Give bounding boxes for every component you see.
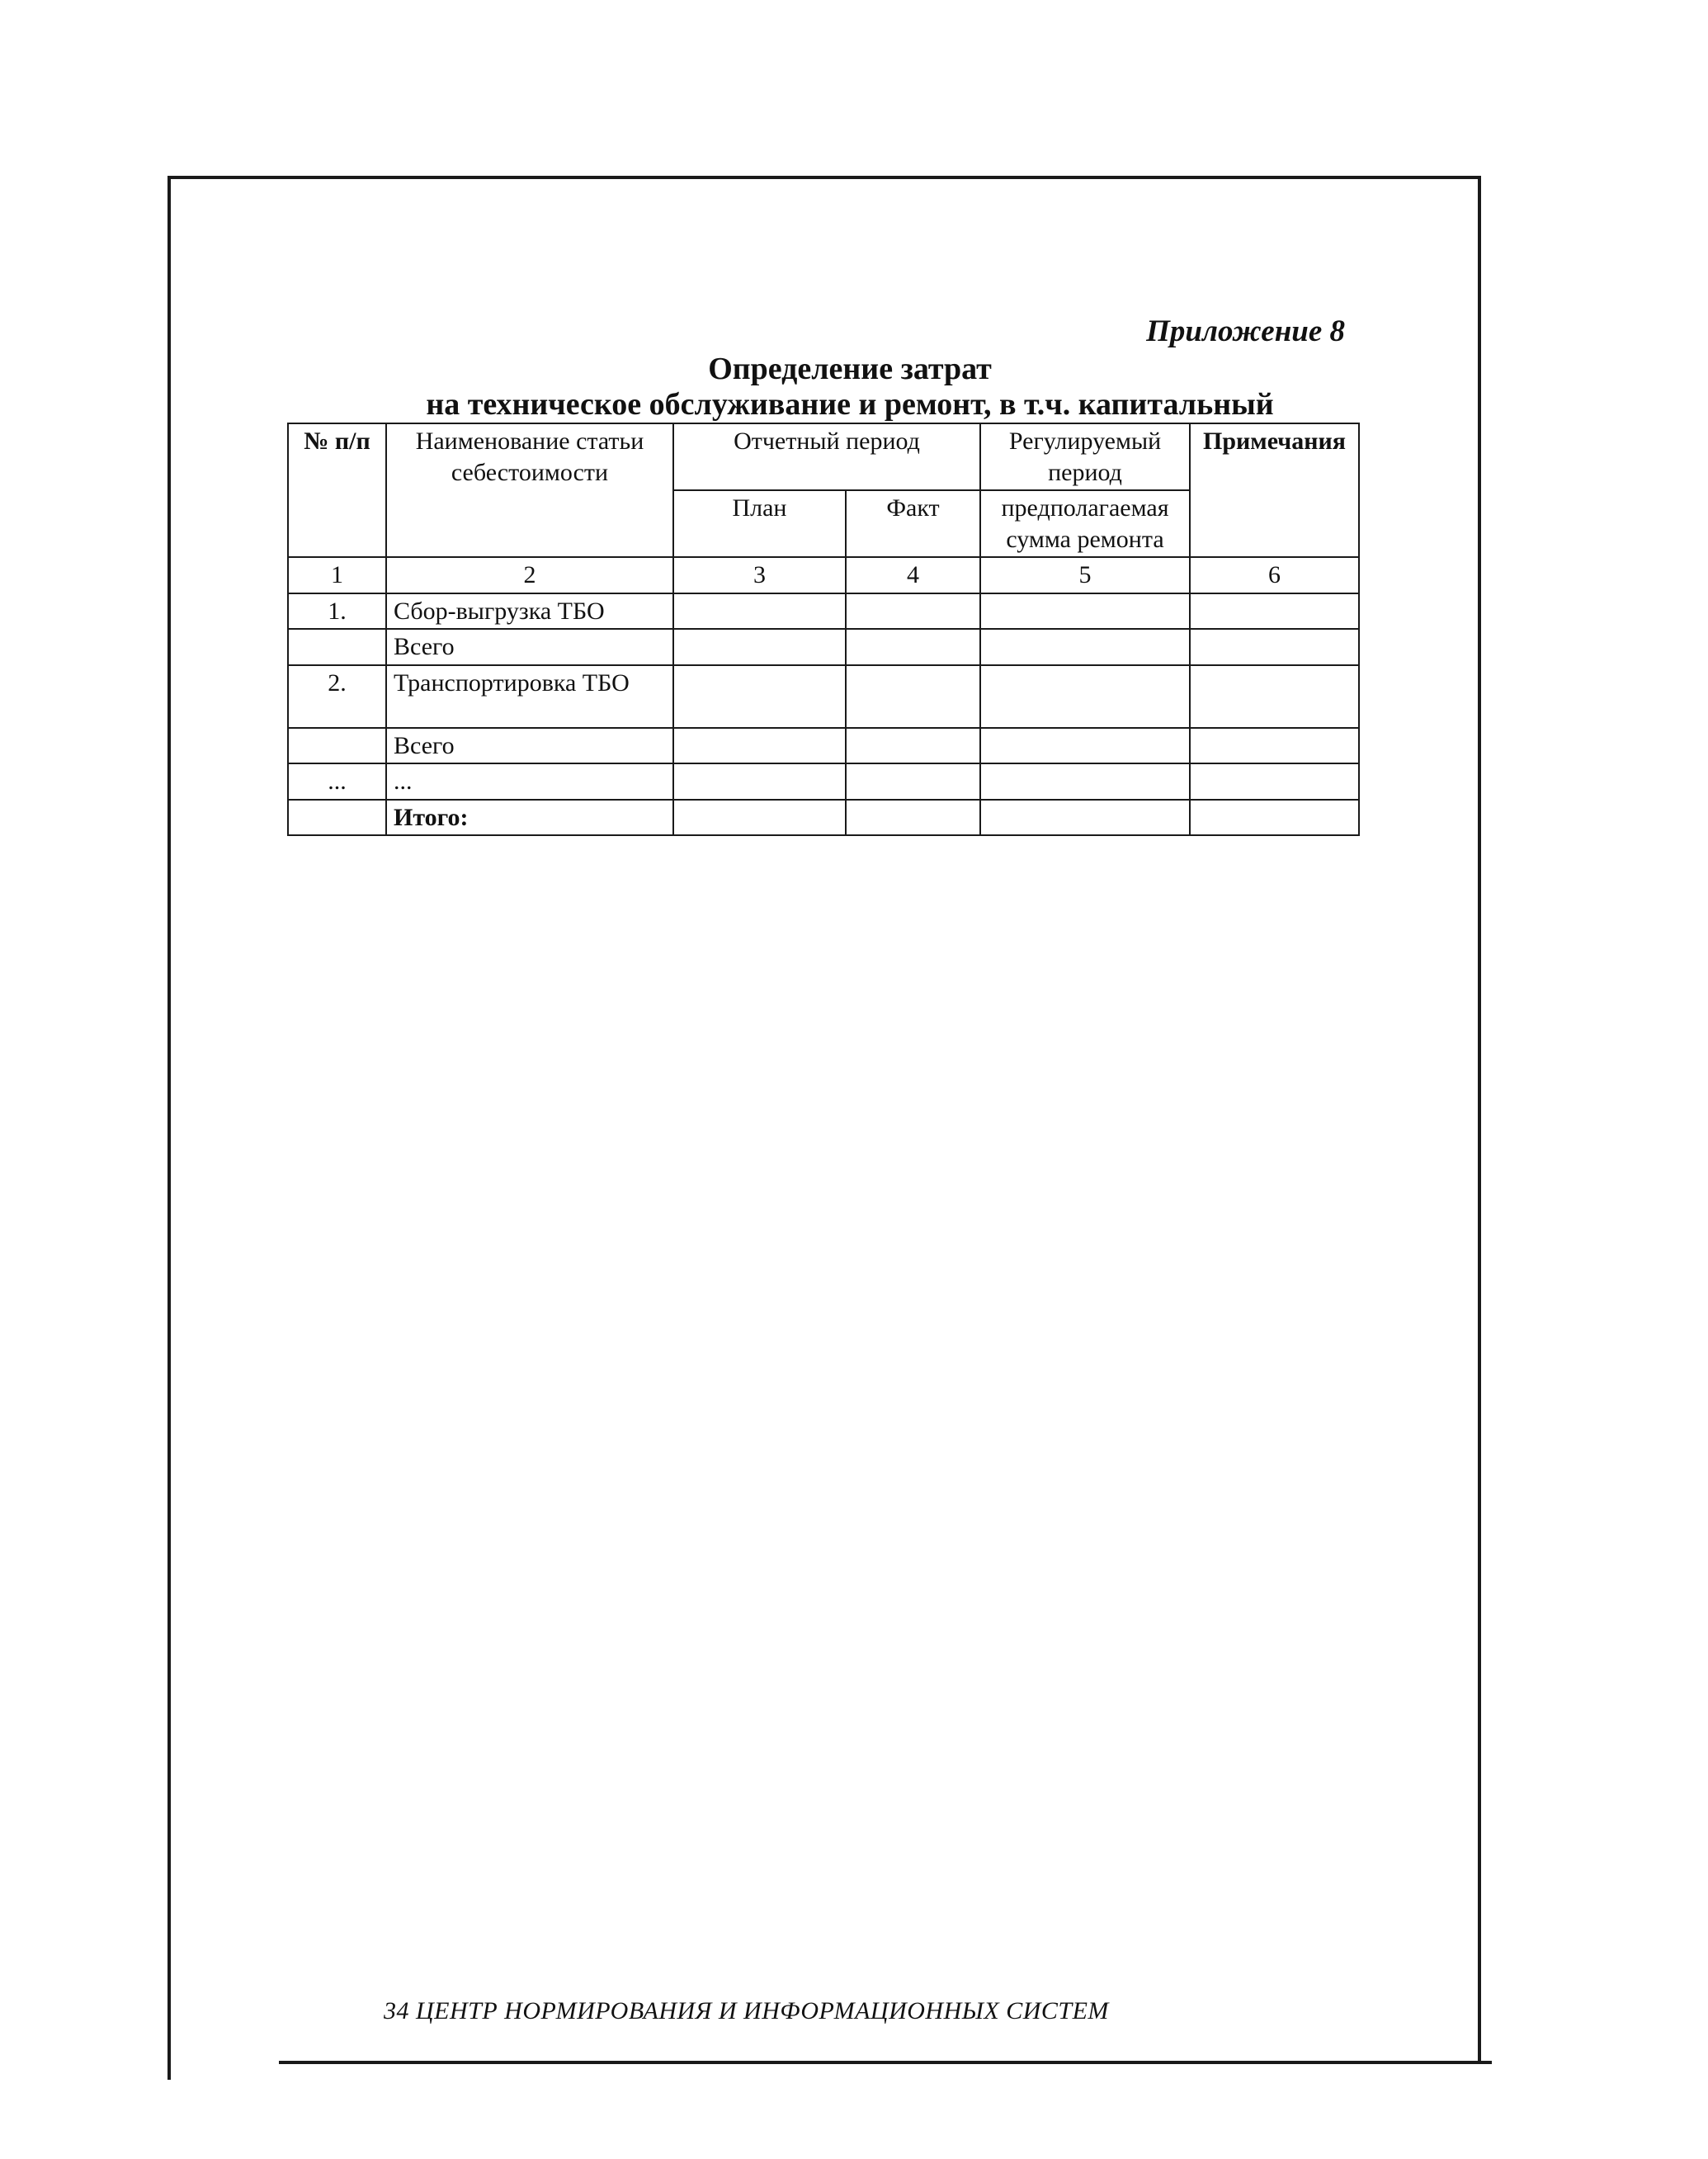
- cell-notes: [1190, 800, 1359, 836]
- cell-fact: [846, 728, 980, 764]
- cell-estimated: [980, 593, 1190, 630]
- table-header-row: [288, 423, 1359, 490]
- cell-estimated: [980, 800, 1190, 836]
- frame-left-extension: [167, 2055, 171, 2080]
- row-number: [288, 800, 386, 836]
- header-num: № п/п: [288, 423, 386, 557]
- header-fact: Факт: [846, 490, 980, 557]
- cell-notes: [1190, 593, 1359, 630]
- cell-estimated: [980, 763, 1190, 800]
- cell-notes: [1190, 763, 1359, 800]
- header-name: Наименование статьи себестоимости: [386, 423, 673, 557]
- cell-plan: [673, 728, 846, 764]
- row-name: Всего: [386, 728, 673, 764]
- row-number: [288, 629, 386, 665]
- column-number: 1: [288, 557, 386, 593]
- header-regulated-period: Регулируемый период: [980, 423, 1190, 490]
- column-number: 4: [846, 557, 980, 593]
- cell-notes: [1190, 728, 1359, 764]
- row-name: Всего: [386, 629, 673, 665]
- column-number: 6: [1190, 557, 1359, 593]
- cell-fact: [846, 763, 980, 800]
- column-number: 2: [386, 557, 673, 593]
- row-name: Транспортировка ТБО: [386, 665, 673, 728]
- table-row: [288, 593, 1359, 630]
- header-notes: Примечания: [1190, 423, 1359, 557]
- column-number: 5: [980, 557, 1190, 593]
- document-subtitle: на техническое обслуживание и ремонт, в т.ч. капитальный: [426, 387, 1274, 422]
- cell-plan: [673, 629, 846, 665]
- cell-fact: [846, 665, 980, 728]
- header-estimated-repair: предполагаемая сумма ремонта: [980, 490, 1190, 557]
- row-name-total: Итого:: [386, 800, 673, 836]
- cell-estimated: [980, 665, 1190, 728]
- cell-plan: [673, 665, 846, 728]
- cell-fact: [846, 800, 980, 836]
- cell-estimated: [980, 629, 1190, 665]
- table-row: [288, 629, 1359, 665]
- table-row: [288, 763, 1359, 800]
- document-title: Определение затрат: [708, 352, 992, 386]
- table-row: [288, 728, 1359, 764]
- table-row: [288, 800, 1359, 836]
- row-number: 2.: [288, 665, 386, 728]
- table-row: [288, 665, 1359, 728]
- cell-plan: [673, 593, 846, 630]
- cell-plan: [673, 763, 846, 800]
- row-number: [288, 728, 386, 764]
- header-reporting-period: Отчетный период: [673, 423, 980, 490]
- row-number: 1.: [288, 593, 386, 630]
- row-name: ...: [386, 763, 673, 800]
- cell-notes: [1190, 665, 1359, 728]
- column-number: 3: [673, 557, 846, 593]
- column-number-row: [288, 557, 1359, 593]
- cell-plan: [673, 800, 846, 836]
- cell-fact: [846, 629, 980, 665]
- row-number: ...: [288, 763, 386, 800]
- cell-notes: [1190, 629, 1359, 665]
- cell-estimated: [980, 728, 1190, 764]
- footer-text: 34 ЦЕНТР НОРМИРОВАНИЯ И ИНФОРМАЦИОННЫХ СИСТЕМ: [384, 1997, 1109, 2024]
- row-name: Сбор-выгрузка ТБО: [386, 593, 673, 630]
- header-plan: План: [673, 490, 846, 557]
- cost-table: [287, 423, 1360, 836]
- bottom-rule: [279, 2061, 1492, 2064]
- appendix-label: Приложение 8: [1146, 314, 1345, 348]
- cell-fact: [846, 593, 980, 630]
